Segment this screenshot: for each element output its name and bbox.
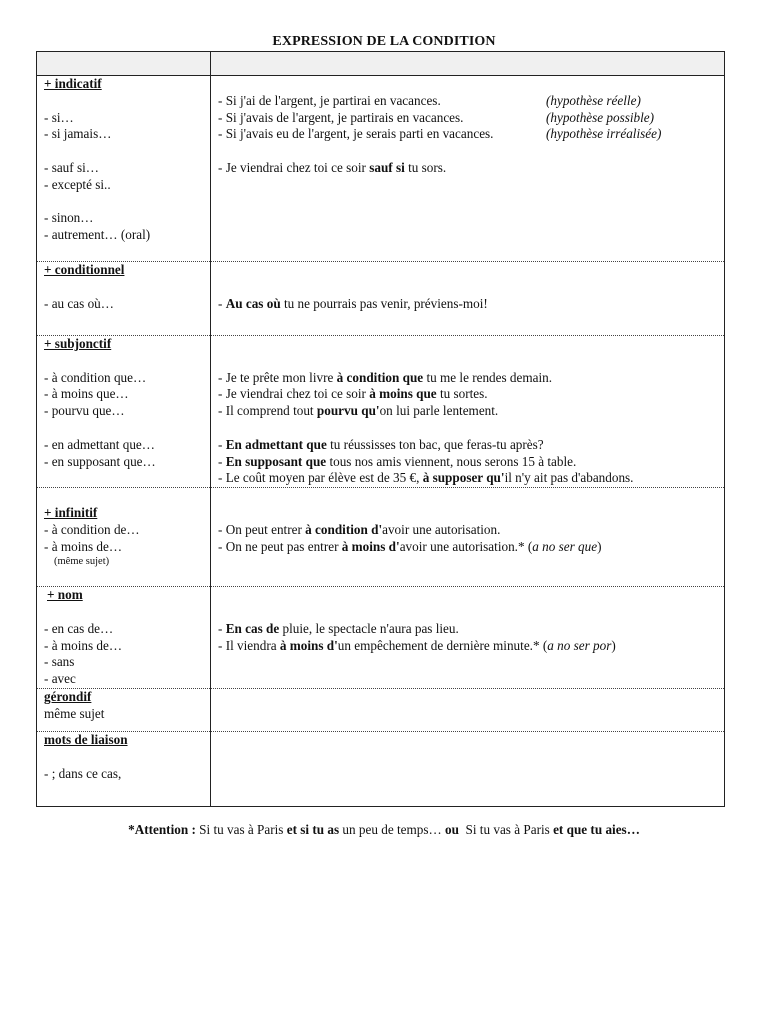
section-heading: + conditionnel — [44, 262, 125, 277]
table-header-row — [37, 52, 725, 76]
right-cell — [211, 336, 725, 488]
connector: - sans — [44, 654, 75, 670]
section-mots-de-liaison — [37, 731, 725, 806]
connector: - en supposant que… — [44, 453, 156, 469]
connector: - à moins que… — [44, 386, 129, 402]
right-cell — [211, 688, 725, 731]
hypothesis-note: (hypothèse irréalisée) — [546, 126, 662, 142]
same-subject-note: (même sujet) — [54, 556, 110, 568]
example: - On ne peut pas entrer à moins d'avoir une autorisation.* (a no ser que) — [218, 538, 602, 554]
condition-table — [36, 51, 725, 807]
connector: - si… — [44, 109, 74, 125]
connector: - en cas de… — [44, 620, 114, 636]
example: - Si j'ai de l'argent, je partirai en vacances. (hypothèse réelle) — [218, 92, 641, 108]
example: - Je viendrai chez toi ce soir à moins que tu sortes. — [218, 386, 488, 402]
section-heading: + subjonctif — [44, 336, 112, 351]
section-heading: + nom — [47, 587, 83, 603]
example: - Il comprend tout pourvu qu'on lui parle lentement. — [218, 403, 499, 419]
header-cell-left — [37, 52, 211, 76]
example: - Si j'avais eu de l'argent, je serais parti en vacances. (hypothèse irréalisée) — [218, 126, 662, 142]
right-cell — [211, 587, 725, 689]
connector: - ; dans ce cas, — [44, 765, 122, 781]
connector: - à moins de… — [44, 637, 123, 653]
attention-note: *Attention : Si tu vas à Paris et si tu as un peu de temps… ou Si tu vas à Paris et que tu aies… — [128, 822, 640, 837]
left-cell — [37, 488, 211, 587]
connector: - au cas où… — [44, 295, 114, 311]
left-cell — [37, 688, 211, 731]
section-conditionnel — [37, 262, 725, 336]
example: - En supposant que tous nos amis viennent, nous serons 15 à table. — [218, 453, 577, 469]
section-heading: + indicatif — [44, 76, 102, 91]
example: - Le coût moyen par élève est de 35 €, à supposer qu'il n'y ait pas d'abandons. — [218, 470, 634, 486]
left-cell — [37, 262, 211, 336]
section-infinitif — [37, 488, 725, 587]
connector: - avec — [44, 671, 76, 687]
right-cell — [211, 488, 725, 587]
example: - Je te prête mon livre à condition que tu me le rendes demain. — [218, 369, 553, 385]
right-cell — [211, 731, 725, 806]
section-nom — [37, 587, 725, 689]
connector: - excepté si.. — [44, 176, 111, 192]
page-title: EXPRESSION DE LA CONDITION — [272, 34, 496, 49]
connector: - pourvu que… — [44, 403, 125, 419]
section-heading: gérondif — [44, 688, 92, 704]
right-cell — [211, 76, 725, 262]
example: - En admettant que tu réussisses ton bac, que feras-tu après? — [218, 436, 544, 452]
left-cell — [37, 731, 211, 806]
connector: - sauf si… — [44, 159, 99, 175]
example: - Si j'avais de l'argent, je partirais en vacances. (hypothèse possible) — [218, 109, 655, 125]
connector: - à moins de… — [44, 538, 123, 554]
example: - Au cas où tu ne pourrais pas venir, préviens-moi! — [218, 295, 488, 311]
connector: - à condition de… — [44, 521, 140, 537]
section-gerondif — [37, 688, 725, 731]
example: - Il viendra à moins d'un empêchement de dernière minute.* (a no ser por) — [218, 637, 616, 653]
section-subjonctif — [37, 336, 725, 488]
section-indicatif — [37, 76, 725, 262]
left-cell — [37, 76, 211, 262]
connector: - en admettant que… — [44, 436, 155, 452]
hypothesis-note: (hypothèse réelle) — [546, 92, 641, 108]
left-cell — [37, 336, 211, 488]
example: - En cas de pluie, le spectacle n'aura pas lieu. — [218, 620, 459, 636]
connector: - autrement… (oral) — [44, 227, 151, 243]
connector: - sinon… — [44, 210, 94, 226]
example: - On peut entrer à condition d'avoir une autorisation. — [218, 521, 501, 537]
left-cell — [37, 587, 211, 689]
hypothesis-note: (hypothèse possible) — [546, 109, 655, 125]
connector: - à condition que… — [44, 369, 147, 385]
connector: même sujet — [44, 705, 105, 721]
section-heading: + infinitif — [44, 504, 98, 520]
header-cell-right — [211, 52, 725, 76]
right-cell — [211, 262, 725, 336]
example: - Je viendrai chez toi ce soir sauf si tu sors. — [218, 159, 447, 175]
connector: - si jamais… — [44, 126, 112, 142]
section-heading: mots de liaison — [44, 731, 128, 747]
